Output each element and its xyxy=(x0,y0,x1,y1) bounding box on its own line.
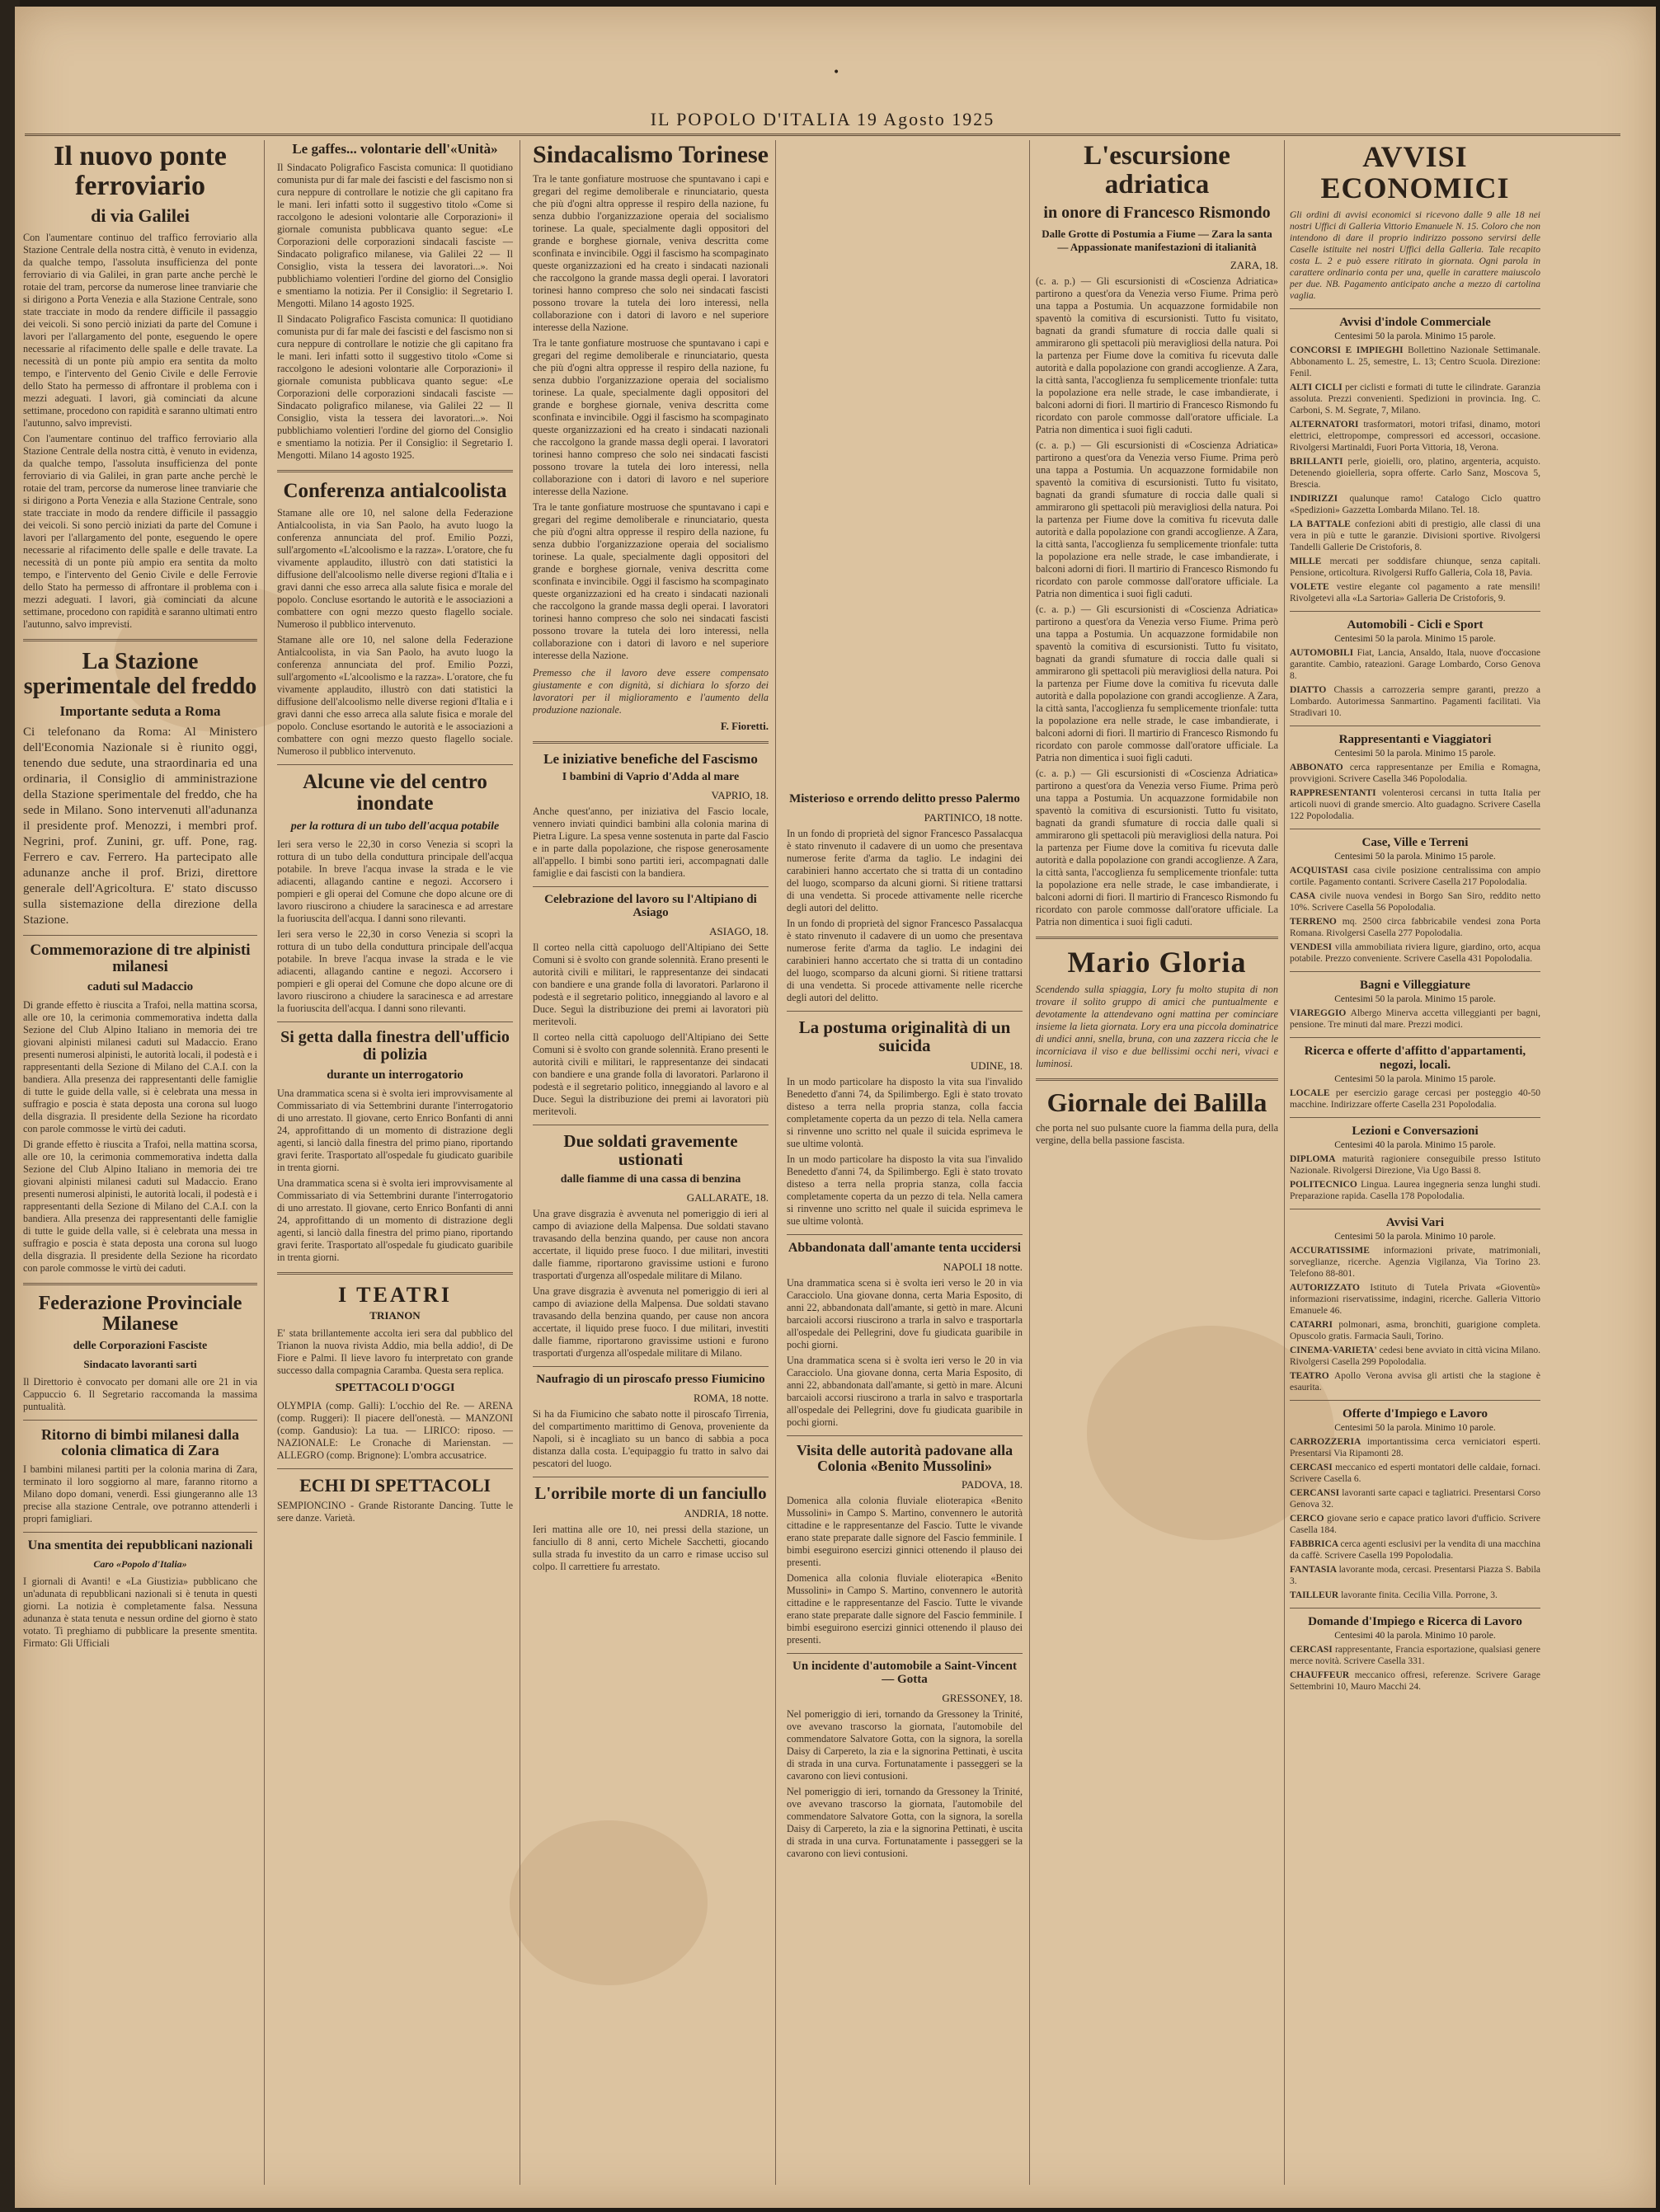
ads-category-title: Avvisi d'indole Commerciale xyxy=(1339,315,1491,329)
article-body: Una drammatica scena si è svolta ieri improvvisamente al Commissariato di via Settembrini durante l'interrogatorio di uno arrestato. Il giovane, certo Enrico Bonfanti di anni 24, approfittando di un momento di distrazione degli agenti, si lanciò dalla finestra del primo piano, riportando gravi ferite. Trasportato all'ospedale fu giudicato guaribile in trenta giorni. xyxy=(277,1087,513,1173)
classified-ad xyxy=(1290,1370,1540,1393)
dateline: ASIAGO, 18. xyxy=(709,924,769,937)
ad-keyword: VOLETE xyxy=(1290,581,1337,592)
ad-keyword: FABBRICA xyxy=(1290,1538,1341,1549)
ad-text: cerca rappresentanze per Emilia e Romagna, provvigioni. Scrivere Casella 346 Popolodalia. xyxy=(1290,762,1540,784)
classified-ad xyxy=(1290,1179,1540,1202)
ad-keyword: BRILLANTI xyxy=(1290,456,1348,467)
article-body: Si ha da Fiumicino che sabato notte il piroscafo Tirrenia, del compartimento marittimo di Genova, proveniente da Napoli, si è incagliato su un banco di sabbia a poca distanza dalla costa. L'equipaggio fu tratto in salvo dai pescatori del luogo. xyxy=(533,1407,769,1469)
column-5 xyxy=(1036,140,1278,2185)
ad-text: perle, gioielli, oro, platino, argenteria, acquisto. Detenendo gioielleria, sopra offerte. Carlo Sanz, Moscova 5, Brescia. xyxy=(1290,456,1540,490)
ad-text: Bollettino Nazionale Settimanale. Abbonamento L. 25, semestre, L. 13; Centro Scuola. Direzione: Fenil. xyxy=(1290,345,1540,378)
ad-keyword: TAILLEUR xyxy=(1290,1590,1342,1600)
classified-ad xyxy=(1290,1564,1540,1587)
article-body: SEMPIONCINO - Grande Ristorante Dancing. Tutte le sere danze. Varietà. xyxy=(277,1499,513,1524)
article-title: Visita delle autorità padovane alla Colonia «Benito Mussolini» xyxy=(796,1441,1013,1474)
dateline: UDINE, 18. xyxy=(970,1059,1023,1072)
ad-keyword: INDIRIZZI xyxy=(1290,493,1350,504)
article-subtitle: TRIANON xyxy=(369,1308,421,1322)
ads-category-price: Centesimi 40 la parola. Minimo 15 parole. xyxy=(1334,1139,1496,1150)
ad-text: rappresentante, Francia esportazione, qualsiasi genere merce novità. Scrivere Casella 331. xyxy=(1290,1644,1540,1666)
ad-text: meccanico offresi, referenze. Scrivere Garage Settembrini 10, Mauro Macchi 24. xyxy=(1290,1670,1540,1692)
dateline: ZARA, 18. xyxy=(1230,259,1278,272)
classified-ads-column xyxy=(1290,140,1540,2185)
column-divider xyxy=(1029,140,1030,2185)
classified-ad xyxy=(1290,787,1540,822)
ads-title: AVVISI ECONOMICI xyxy=(1320,140,1510,204)
column-2 xyxy=(277,140,513,2185)
ad-keyword: DIATTO xyxy=(1290,684,1334,695)
classified-ad xyxy=(1290,1007,1540,1031)
ad-text: civile nuova vendesi in Borgo San Siro, reddito netto 10%. Scrivere Casella 56 Popolodalia. xyxy=(1290,890,1540,913)
ad-keyword: MILLE xyxy=(1290,556,1330,566)
ads-category-title: Automobili - Cicli e Sport xyxy=(1347,618,1484,632)
article-subtitle: delle Corporazioni Fasciste xyxy=(73,1340,208,1353)
ad-keyword: AUTOMOBILI xyxy=(1290,647,1357,658)
ad-text: mercati per soddisfare chiunque, senza capitali. Pensione, orticoltura. Rivolgersi Ruffo Galleria, Cola 18, Pavia. xyxy=(1290,556,1540,578)
article-body: Con l'aumentare continuo del traffico ferroviario alla Stazione Centrale della nostra città, è venuto in evidenza, da qualche tempo, l'assoluta insufficienza del ponte ferroviario di via Galilei, in gran parte anche perchè le rotaie del tram, percorse da numerose linee tranviarie che si dirigono a Porta Venezia e alla Stazione Centrale, sono state tracciate in modo da rendere difficile il passaggio dei veicoli. Si sono perciò iniziati da parte del Comune i lavori per l'allargamento del ponte, eseguendo le opere necessarie al rifacimento delle spalle e delle travate. La necessità di un ponte più ampio era sentita da molto tempo, e l'intervento del Genio Civile e delle Ferrovie dello Stato ha permesso di affrontare il problema con i mezzi adeguati. I lavori, già cominciati da alcune settimane, procedono con rapidità e saranno ultimati entro l'autunno, salvo imprevisti. xyxy=(23,232,257,430)
ads-category-title: Bagni e Villeggiature xyxy=(1360,978,1470,992)
classified-ad xyxy=(1290,556,1540,579)
article-title: Si getta dalla finestra dell'ufficio di polizia xyxy=(280,1027,510,1064)
article-title: La Stazione sperimentale del freddo xyxy=(23,649,257,699)
article-body: Il Direttorio è convocato per domani alle ore 21 in via Cappuccio 6. Il Segretario raccomanda la massima puntualità. xyxy=(23,1376,257,1413)
article-body: Ieri sera verso le 22,30 in corso Venezia si scoprì la rottura di un tubo della conduttura principale dell'acqua potabile. In breve l'acqua invase la strada e le vie adiacenti, allagando cantine e negozi. Accorsero i pompieri e gli operai del Comune che dopo alcune ore di lavoro riuscirono a chiudere la saracinesca e ad arrestare la fuoriuscita dell'acqua. I danni sono rilevanti. xyxy=(277,838,513,924)
ad-text: per esercizio garage cercasi per posteggio 40-50 macchine. Indirizzare offerte Casella 231 Popolodalia. xyxy=(1290,1087,1540,1110)
article-body: Stamane alle ore 10, nel salone della Federazione Antialcoolista, in via San Paolo, ha avuto luogo la conferenza annunciata del prof. Emilio Pozzi, sull'argomento «L'alcoolismo e la razza». L'oratore, che fu vivamente applaudito, illustrò con dati statistici la diffusione dell'alcoolismo nelle diverse regioni d'Italia e i gravi danni che esso arreca alla salute fisica e morale del popolo. Concluse esortando le autorità e le associazioni a combattere con ogni mezzo questo flagello sociale. Numeroso il pubblico intervenuto. xyxy=(277,507,513,631)
article-quote: Premesso che il lavoro deve essere compensato giustamente e con dignità, si dichiara lo sforzo dei lavoratori per il miglioramento e l'aumento della produzione nazionale. xyxy=(533,666,769,716)
article-body: In un modo particolare ha disposto la vita sua l'invalido Benedetto d'anni 74, da Spilimbergo. Egli è stato trovato disteso a terra nella propria stanza, colla faccia completamente coperta da un pezzo di tela. Nella camera si rinvenne uno scritto nel quale il suicida esprimeva le sue ultime volontà. xyxy=(787,1153,1023,1227)
ad-keyword: CASA xyxy=(1290,890,1320,901)
ad-text: mq. 2500 circa fabbricabile vendesi zona Porta Romana. Rivolgersi Casella 277 Popolodalia. xyxy=(1290,916,1540,938)
ad-text: lavoranti sarte capaci e tagliatrici. Presentarsi Corso Genova 32. xyxy=(1290,1487,1540,1510)
article-body: Una drammatica scena si è svolta ieri improvvisamente al Commissariato di via Settembrini durante l'interrogatorio di uno arrestato. Il giovane, certo Enrico Bonfanti di anni 24, approfittando di un momento di distrazione degli agenti, si lanciò dalla finestra del primo piano, riportando gravi ferite. Trasportato all'ospedale fu giudicato guaribile in trenta giorni. xyxy=(277,1176,513,1263)
article-body: Il corteo nella città capoluogo dell'Altipiano dei Sette Comuni si è svolto con grande solennità. Erano presenti le autorità civili e militari, le rappresentanze dei sindacati con bandiere e una grande folla di lavoratori. Parlarono il podestà e il segretario politico, inneggiando al lavoro e al Duce. Seguì la distribuzione dei premi ai lavoratori più meritevoli. xyxy=(533,941,769,1027)
ad-text: Albergo Minerva accetta villeggianti per bagni, pensione. Tre minuti dal mare. Prezzi modici. xyxy=(1290,1007,1540,1030)
ad-keyword: POLITECNICO xyxy=(1290,1179,1361,1190)
ad-keyword: TEATRO xyxy=(1290,1370,1334,1381)
ads-category-price: Centesimi 50 la parola. Minimo 10 parole. xyxy=(1334,1231,1496,1242)
article-body: Una grave disgrazia è avvenuta nel pomeriggio di ieri al campo di aviazione della Malpensa. Due soldati stavano travasando della benzina quando, per cause non ancora accertate, il liquido prese fuoco. I due militari, investiti dalle fiamme, riportarono gravissime ustioni e furono trasportati d'urgenza all'ospedale militare di Milano. xyxy=(533,1284,769,1359)
article-body: Una drammatica scena si è svolta ieri verso le 20 in via Caracciolo. Una giovane donna, certa Maria Esposito, di anni 22, abbandonata dall'amante, si gettò in mare. Alcuni barcaioli accorsi riuscirono a trarla in salvo e trasportarla all'ospedale dei Pellegrini, dove fu giudicata guaribile in pochi giorni. xyxy=(787,1276,1023,1350)
article-title: Un incidente d'automobile a Saint-Vincent — Gotta xyxy=(792,1660,1017,1687)
article-body: Tra le tante gonfiature mostruose che spuntavano i capi e gregari del regime demoliberale e rinunciatario, questa che più d'ogni altra oppresse il respiro della nazione, fu senza dubbio l'organizzazione operaia del socialismo torinese. La quale, specialmente dagli oppositori del grande e borghese giornale, veniva descritta come sconfinata e invincibile. Oggi il fascismo ha scompaginato queste organizzazioni ed ha creato i sindacati nazionali che raccolgono la grande massa degli operai. I lavoratori torinesi hanno compreso che solo nei sindacati fascisti possono trovare la tutela dei loro interessi, nella collaborazione con i datori di lavoro e nel superiore interesse della Nazione. xyxy=(533,172,769,333)
classified-ad xyxy=(1290,1670,1540,1693)
ad-text: lavorante moda, cercasi. Presentarsi Piazza S. Babila 3. xyxy=(1290,1564,1540,1586)
ads-category-price: Centesimi 40 la parola. Minimo 10 parole. xyxy=(1334,1630,1496,1641)
ads-category-price: Centesimi 50 la parola. Minimo 15 parole. xyxy=(1334,748,1496,758)
classified-ad xyxy=(1290,762,1540,785)
ad-text: confezioni abiti di prestigio, alle classi di una vera in più e tutte le garanzie. Divisioni sportive. Rivolgersi Tandelli Gallerie De Cristoforis, 8. xyxy=(1290,519,1540,552)
ad-text: meccanico ed esperti montatori delle caldaie, fornaci. Scrivere Casella 6. xyxy=(1290,1462,1540,1484)
classified-ad xyxy=(1290,1590,1540,1601)
ad-keyword: CINEMA-VARIETA' xyxy=(1290,1345,1380,1355)
article-title: Le iniziative benefiche del Fascismo xyxy=(543,750,758,767)
classified-ad xyxy=(1290,1462,1540,1485)
dateline: VAPRIO, 18. xyxy=(711,789,769,802)
ad-keyword: ALTI CICLI xyxy=(1290,382,1346,392)
classified-ad xyxy=(1290,581,1540,604)
ad-text: casa civile posizione centralissima con ampio cortile. Pagamento contanti. Scrivere Casella 217 Popolodalia. xyxy=(1290,865,1540,887)
ad-text: villa ammobiliata riviera ligure, giardino, orto, acqua potabile. Prezzo conveniente. Scrivere Casella 431 Popolodalia. xyxy=(1290,942,1540,964)
article-subtitle: I bambini di Vaprio d'Adda al mare xyxy=(562,771,740,784)
article-body: Ieri mattina alle ore 10, nei pressi della stazione, un fanciullo di 8 anni, certo Michele Sacchetti, giocando sulla strada fu investito da un carro e rimase ucciso sul colpo. Il carrettiere fu arrestato. xyxy=(533,1523,769,1572)
article-body: Una grave disgrazia è avvenuta nel pomeriggio di ieri al campo di aviazione della Malpensa. Due soldati stavano travasando della benzina quando, per cause non ancora accertate, il liquido prese fuoco. I due militari, investiti dalle fiamme, riportarono gravissime ustioni e furono trasportati d'urgenza all'ospedale militare di Milano. xyxy=(533,1207,769,1281)
classified-ad xyxy=(1290,1513,1540,1536)
ads-category-price: Centesimi 50 la parola. Minimo 15 parole. xyxy=(1334,993,1496,1004)
ads-category-price: Centesimi 50 la parola. Minimo 15 parole. xyxy=(1334,331,1496,341)
article-subtitle: dalle fiamme di una cassa di benzina xyxy=(560,1172,741,1186)
article-subtitle: Caro «Popolo d'Italia» xyxy=(93,1557,187,1570)
article-body: Stamane alle ore 10, nel salone della Federazione Antialcoolista, in via San Paolo, ha avuto luogo la conferenza annunciata del prof. Emilio Pozzi, sull'argomento «L'alcoolismo e la razza». L'oratore, che fu vivamente applaudito, illustrò con dati statistici la diffusione dell'alcoolismo nelle diverse regioni d'Italia e i gravi danni che esso arreca alla salute fisica e morale del popolo. Concluse esortando le autorità e le associazioni a combattere con ogni mezzo questo flagello sociale. Numeroso il pubblico intervenuto. xyxy=(277,634,513,758)
column-1 xyxy=(23,140,257,2185)
article-body: Ieri sera verso le 22,30 in corso Venezia si scoprì la rottura di un tubo della conduttura principale dell'acqua potabile. In breve l'acqua invase la strada e le vie adiacenti, allagando cantine e negozi. Accorsero i pompieri e gli operai del Comune che dopo alcune ore di lavoro riuscirono a chiudere la saracinesca e ad arrestare la fuoriuscita dell'acqua. I danni sono rilevanti. xyxy=(277,928,513,1014)
article-subtitle: Importante seduta a Roma xyxy=(59,703,221,720)
article-title: Alcune vie del centro inondate xyxy=(303,771,487,815)
article-title: Due soldati gravemente ustionati xyxy=(563,1130,738,1169)
ad-text: Fiat, Lancia, Ansaldo, Itala, nuove d'occasione garantite. Cambio, rateazioni. Garage Lombardo, Corso Genova 8. xyxy=(1290,647,1540,681)
article-body: Di grande effetto è riuscita a Trafoi, nella mattina scorsa, alle ore 10, la cerimonia commemorativa indetta dalla Sezione del Club Alpino Italiano in memoria dei tre giovani alpinisti milanesi caduti sul Madaccio. Erano presenti numerosi alpinisti, le autorità locali, il podestà e i rappresentanti della Sezione di Milano del C.A.I. con la bandiera. Alla presenza dei rappresentanti delle famiglie di tutte le guide della valle, si è celebrata una messa in suffragio e poscia è stata deposta una corona sul luogo della disgrazia. Il presidente della Sezione ha ricordato con parole commosse le virtù dei caduti. xyxy=(23,1139,257,1275)
article-subtitle: Dalle Grotte di Postumia a Fiume — Zara la santa — Appassionate manifestazioni di italianità xyxy=(1042,228,1272,254)
article-body: Ci telefonano da Roma: Al Ministero dell'Economia Nazionale si è riunito oggi, tenendo due sedute, una straordinaria ed una ordinaria, il Consiglio di amministrazione della Stazione sperimentale del freddo, che ha sede in Milano. Sono intervenuti all'adunanza il presidente prof. Menozzi, i membri prof. Negrini, prof. Zunini, gr. uff. Pone, rag. Ferrero e cav. Ferrero. Ha partecipato alle adunanze anche il prof. Brizi, direttore generale dell'Agricoltura. E' stato discusso sulla sistemazione della direzione della Stazione. xyxy=(23,726,257,928)
ad-keyword: CERCO xyxy=(1290,1513,1328,1524)
article-body: (c. a. p.) — Gli escursionisti di «Coscienza Adriatica» partirono a quest'ora da Venezia verso Fiume. Prima però una tappa a Postumia. Un acquazzone formidabile non spaventò la comitiva di escursionisti. Tutto fu visitato, bagnati da grandi sfumature di roccia dalle quali si ammirarono gli spettacoli più meravigliosi della natura. Poi la partenza per Fiume dove la comitiva fu ricevuta dalle autorità e dalla popolazione con grandi accoglienze. A Zara, la città santa, l'accoglienza fu semplicemente trionfale: tutta la popolazione era nelle strade, le case imbandierate, i balconi adorni di fiori. Il martirio di Francesco Rismondo fu ricordato con parole commosse dall'oratore ufficiale. La Patria non dimentica i suoi figli caduti. xyxy=(1036,768,1278,928)
classified-ad xyxy=(1290,865,1540,888)
dateline: NAPOLI 18 notte. xyxy=(943,1260,1023,1273)
ad-text: Apollo Verona avvisa gli artisti che la stagione è esaurita. xyxy=(1290,1370,1540,1392)
dateline: PARTINICO, 18 notte. xyxy=(924,810,1023,824)
ad-text: polmonari, asma, bronchiti, guarigione completa. Opuscolo gratis. Farmacia Sauli, Torino. xyxy=(1290,1319,1540,1341)
ads-category-title: Ricerca e offerte d'affitto d'appartamenti, negozi, locali. xyxy=(1304,1044,1526,1072)
classified-ad xyxy=(1290,1644,1540,1667)
article-subtitle: durante un interrogatorio xyxy=(327,1068,463,1082)
article-title: Celebrazione del lavoro su l'Altipiano di Asiago xyxy=(544,893,757,920)
article-title: L'escursione adriatica xyxy=(1084,141,1230,200)
article-body: I bambini milanesi partiti per la colonia marina di Zara, terminato il loro soggiorno al mare, faranno ritorno a Milano dopo domani, venerdì. Essi giungeranno alle 13 precise alla stazione Centrale, ove potranno attenderli i propri famigliari. xyxy=(23,1463,257,1525)
article-subtitle: caduti sul Madaccio xyxy=(87,980,194,994)
article-title: Abbandonata dall'amante tenta uccidersi xyxy=(788,1240,1022,1255)
ad-keyword: TERRENO xyxy=(1290,916,1343,927)
ad-keyword: CHAUFFEUR xyxy=(1290,1670,1355,1680)
ads-category-price: Centesimi 50 la parola. Minimo 10 parole. xyxy=(1334,1422,1496,1433)
ads-category-title: Case, Ville e Terreni xyxy=(1361,835,1469,849)
classified-ad xyxy=(1290,1436,1540,1459)
page-mark: • xyxy=(833,66,840,79)
ad-keyword: FANTASIA xyxy=(1290,1564,1339,1575)
article-subtitle: in onore di Francesco Rismondo xyxy=(1043,204,1271,223)
section-title: Giornale dei Balilla xyxy=(1046,1087,1267,1118)
classified-ad xyxy=(1290,1345,1540,1368)
article-body: Una drammatica scena si è svolta ieri verso le 20 in via Caracciolo. Una giovane donna, certa Maria Esposito, di anni 22, abbandonata dall'amante, si gettò in mare. Alcuni barcaioli accorsi riuscirono a trarla in salvo e trasportarla all'ospedale dei Pellegrini, dove fu giudicata guaribile in pochi giorni. xyxy=(787,1354,1023,1428)
ads-intro: Gli ordini di avvisi economici si ricevono dalle 9 alle 18 nei nostri Uffici di Galleria Vittorio Emanuele N. 15. Coloro che non intendono di dare il proprio indirizzo possono servirsi delle Caselle istituite nei nostri Uffici della Galleria. Tale recapito costa L. 2 e può essere ritirato in giornata. Ogni parola in carattere ordinario conta per una, quelle in carattere maiuscolo per due. NB. Pagamento anticipato anche a mezzo di cartolina vaglia. xyxy=(1290,209,1540,301)
ad-text: maturità ragioniere conseguibile presso Istituto Nazionale. Rivolgersi Direzione, Via Ugo Bassi 8. xyxy=(1290,1153,1540,1176)
article-title: La postuma originalità di un suicida xyxy=(798,1017,1011,1055)
article-title: Una smentita dei repubblicani nazionali xyxy=(27,1538,253,1553)
ad-text: Istituto di Tutela Privata «Gioventù» informazioni riservatissime, indagini, ricerche. Galleria Vittorio Emanuele 46. xyxy=(1290,1282,1540,1316)
article-title: Le gaffes... volontarie dell'«Unità» xyxy=(292,141,498,157)
section-title-teatri: I TEATRI xyxy=(338,1282,452,1307)
column-divider xyxy=(264,140,265,2185)
ad-text: giovane serio e capace pratico lavori d'ufficio. Scrivere Casella 184. xyxy=(1290,1513,1540,1535)
ad-text: lavorante finita. Cecilia Villa. Porrone, 3. xyxy=(1341,1590,1498,1600)
ads-category-title: Offerte d'Impiego e Lavoro xyxy=(1343,1407,1488,1421)
ad-keyword: ALTERNATORI xyxy=(1290,419,1364,430)
ad-text: vestire elegante col pagamento a rate mensili! Rivolgetevi alla «La Sartoria» Galleria De Cristoforis, 9. xyxy=(1290,581,1540,603)
article-subtitle: Sindacato lavoranti sarti xyxy=(83,1358,197,1371)
ads-category-price: Centesimi 50 la parola. Minimo 15 parole. xyxy=(1334,633,1496,644)
article-subtitle: di via Galilei xyxy=(91,205,190,227)
article-body: E' stata brillantemente accolta ieri sera dal pubblico del Trianon la nuova rivista Addio, mia bella addio!, di De Fiore e Palmi. Il lieve lavoro fu interpretato con grande successo dalla compagnia Caramba. Questa sera replica. xyxy=(277,1327,513,1376)
ad-keyword: VENDESI xyxy=(1290,942,1335,952)
article-body: OLYMPIA (comp. Galli): L'occhio del Re. — ARENA (comp. Ruggeri): Il piacere dell'onestà. — MANZONI (comp. Gandusio): La tua. — LIRICO: riposo. — NAZIONALE: Le Cronache di Marienstan. — ALLEGRO (comp. Brignone): L'ombra accusatrice. xyxy=(277,1399,513,1461)
classified-ad xyxy=(1290,1487,1540,1510)
article-title: Misterioso e orrendo delitto presso Palermo xyxy=(789,792,1020,805)
dateline: GALLARATE, 18. xyxy=(686,1191,769,1204)
article-body: (c. a. p.) — Gli escursionisti di «Coscienza Adriatica» partirono a quest'ora da Venezia verso Fiume. Prima però una tappa a Postumia. Un acquazzone formidabile non spaventò la comitiva di escursionisti. Tutto fu visitato, bagnati da grandi sfumature di roccia dalle quali si ammirarono gli spettacoli più meravigliosi della natura. Poi la partenza per Fiume dove la comitiva fu ricevuta dalle autorità e dalla popolazione con grandi accoglienze. A Zara, la città santa, l'accoglienza fu semplicemente trionfale: tutta la popolazione era nelle strade, le case imbandierate, i balconi adorni di fiori. Il martirio di Francesco Rismondo fu ricordato con parole commosse dall'oratore ufficiale. La Patria non dimentica i suoi figli caduti. xyxy=(1036,439,1278,600)
article-body: Il Sindacato Poligrafico Fascista comunica: Il quotidiano comunista pur di far male dei fascisti e del fascismo non si cura neppure di controllare le notizie che gli capitano fra le mani. Ieri infatti sotto il suggestivo titolo «Come si raccolgono le adesioni volontarie alle Corporazioni» il giornale comunista pubblicava quanto segue: «Le Corporazioni delle corporazioni sindacali fasciste — Sindacato poligrafico milanese, via Galilei 22 — Il Consiglio, vista la tessera dei lavoratori...». Noi pubblichiamo volentieri l'ordine del giorno del Consiglio e smentiamo la notizia. Per il Consiglio: il Segretario I. Mengotti. Milano 14 agosto 1925. xyxy=(277,312,513,461)
classified-ad xyxy=(1290,1319,1540,1342)
ads-category-title: Rappresentanti e Viaggiatori xyxy=(1338,732,1492,746)
article-body: In un fondo di proprietà del signor Francesco Passalacqua è stato rinvenuto il cadavere di un uomo che presentava numerose ferite d'arma da taglio. Le indagini dei carabinieri hanno accertato che si tratta di un contadino del luogo, scomparso da alcuni giorni. Si ritiene trattarsi di una vendetta. Si procede attivamente nelle ricerche degli autori del delitto. xyxy=(787,827,1023,913)
article-body: In un fondo di proprietà del signor Francesco Passalacqua è stato rinvenuto il cadavere di un uomo che presentava numerose ferite d'arma da taglio. Le indagini dei carabinieri hanno accertato che si tratta di un contadino del luogo, scomparso da alcuni giorni. Si ritiene trattarsi di una vendetta. Si procede attivamente nelle ricerche degli autori del delitto. xyxy=(787,917,1023,1003)
dateline: PADOVA, 18. xyxy=(961,1478,1023,1491)
ad-keyword: VIAREGGIO xyxy=(1290,1007,1351,1018)
article-body: Con l'aumentare continuo del traffico ferroviario alla Stazione Centrale della nostra città, è venuto in evidenza, da qualche tempo, l'assoluta insufficienza del ponte ferroviario di via Galilei, in gran parte anche perchè le rotaie del tram, percorse da numerose linee tranviarie che si dirigono a Porta Venezia e alla Stazione Centrale, sono state tracciate in modo da rendere difficile il passaggio dei veicoli. Si sono perciò iniziati da parte del Comune i lavori per l'allargamento del ponte, eseguendo le opere necessarie al rifacimento delle spalle e delle travate. La necessità di un ponte più ampio era sentita da molto tempo, e l'intervento del Genio Civile e delle Ferrovie dello Stato ha permesso di affrontare il problema con i mezzi adeguati. I lavori, già cominciati da alcune settimane, procedono con rapidità e saranno ultimati entro l'autunno, salvo imprevisti. xyxy=(23,433,257,631)
article-body: Nel pomeriggio di ieri, tornando da Gressoney la Trinité, ove avevano trascorso la giornata, l'automobile del commendatore Salvatore Gotta, con la signora, la sorella Daisy di Carpereto, la zia e la signorina Pettinati, è uscita di strada in una curva. Fortunatamente i passeggeri se la cavarono con lievi contusioni. xyxy=(787,1707,1023,1782)
ads-category-title: Lezioni e Conversazioni xyxy=(1352,1124,1479,1138)
article-body: Domenica alla colonia fluviale elioterapica «Benito Mussolini» in Campo S. Martino, convennero le autorità cittadine e le rappresentanze del Fascio. Tutte le vivande erano state preparate dalle signore del Fascio femminile. I bimbi eseguirono esercizi ginnici ottenendo il plauso dei presenti. xyxy=(787,1495,1023,1569)
article-body: (c. a. p.) — Gli escursionisti di «Coscienza Adriatica» partirono a quest'ora da Venezia verso Fiume. Prima però una tappa a Postumia. Un acquazzone formidabile non spaventò la comitiva di escursionisti. Tutto fu visitato, bagnati da grandi sfumature di roccia dalle quali si ammirarono gli spettacoli più meravigliosi della natura. Poi la partenza per Fiume dove la comitiva fu ricevuta dalle autorità e dalla popolazione con grandi accoglienze. A Zara, la città santa, l'accoglienza fu semplicemente trionfale: tutta la popolazione era nelle strade, le case imbandierate, i balconi adorni di fiori. Il martirio di Francesco Rismondo fu ricordato con parole commosse dall'oratore ufficiale. La Patria non dimentica i suoi figli caduti. xyxy=(1036,275,1278,436)
ad-keyword: CONCORSI E IMPIEGHI xyxy=(1290,345,1408,355)
ad-text: Lingua. Laurea ingegneria senza lunghi studi. Preparazione rapida. Casella 178 Popolodalia. xyxy=(1290,1179,1540,1201)
ads-category-title: Domande d'Impiego e Ricerca di Lavoro xyxy=(1308,1614,1522,1628)
column-3 xyxy=(533,140,769,2185)
ad-keyword: CARROZZERIA xyxy=(1290,1436,1367,1447)
classified-ad xyxy=(1290,519,1540,553)
column-4 xyxy=(787,791,1023,2185)
article-body: che porta nel suo pulsante cuore la fiamma della pura, della vergine, della bella passione fascista. xyxy=(1036,1121,1278,1146)
article-body: Scendendo sulla spiaggia, Lory fu molto stupita di non trovare il solito gruppo di amici che puntualmente e devotamente la attendevano ogni mattina per cominciare insieme la lieta giornata. Lory era una piccola dominatrice di undici anni, snella, bruna, con una zazzera riccia che le incorniciava il viso e due bellissimi occhi neri, vivaci e luminosi. xyxy=(1036,984,1278,1070)
ad-text: importantissima cerca verniciatori esperti. Presentarsi Via Ripamonti 28. xyxy=(1290,1436,1540,1458)
article-body: Il Sindacato Poligrafico Fascista comunica: Il quotidiano comunista pur di far male dei fascisti e del fascismo non si cura neppure di controllare le notizie che gli capitano fra le mani. Ieri infatti sotto il suggestivo titolo «Come si raccolgono le adesioni volontarie alle Corporazioni» il giornale comunista pubblicava quanto segue: «Le Corporazioni delle corporazioni sindacali fasciste — Sindacato poligrafico milanese, via Galilei 22 — Il Consiglio, vista la tessera dei lavoratori...». Noi pubblichiamo volentieri l'ordine del giorno del Consiglio e smentiamo la notizia. Per il Consiglio: il Segretario I. Mengotti. Milano 14 agosto 1925. xyxy=(277,161,513,309)
classified-ad xyxy=(1290,1245,1540,1280)
ads-list xyxy=(1290,308,1540,1693)
article-title: ECHI DI SPETTACOLI xyxy=(299,1474,491,1496)
article-body: Nel pomeriggio di ieri, tornando da Gressoney la Trinité, ove avevano trascorso la giornata, l'automobile del commendatore Salvatore Gotta, con la signora, la sorella Daisy di Carpereto, la zia e la signorina Pettinati, è uscita di strada in una curva. Fortunatamente i passeggeri se la cavarono con lievi contusioni. xyxy=(787,1785,1023,1859)
article-body: Domenica alla colonia fluviale elioterapica «Benito Mussolini» in Campo S. Martino, convennero le autorità cittadine e le rappresentanze del Fascio. Tutte le vivande erano state preparate dalle signore del Fascio femminile. I bimbi eseguirono esercizi ginnici ottenendo il plauso dei presenti. xyxy=(787,1572,1023,1646)
ad-text: informazioni private, matrimoniali, sorveglianze, ricerche. Agenzia Vigilanza, Via Torino 23. Telefono 88-801. xyxy=(1290,1245,1540,1279)
classified-ad xyxy=(1290,382,1540,416)
classified-ad xyxy=(1290,1087,1540,1111)
masthead-header: IL POPOLO D'ITALIA 19 Agosto 1925 xyxy=(25,106,1620,136)
article-title: Conferenza antialcoolista xyxy=(283,479,507,502)
ads-category-price: Centesimi 50 la parola. Minimo 15 parole. xyxy=(1334,1073,1496,1084)
classified-ad xyxy=(1290,1538,1540,1562)
classified-ad xyxy=(1290,419,1540,453)
classified-ad xyxy=(1290,493,1540,516)
classified-ad xyxy=(1290,684,1540,719)
article-title: Federazione Provinciale Milanese xyxy=(38,1293,242,1336)
classified-ad xyxy=(1290,916,1540,939)
article-body: (c. a. p.) — Gli escursionisti di «Coscienza Adriatica» partirono a quest'ora da Venezia verso Fiume. Prima però una tappa a Postumia. Un acquazzone formidabile non spaventò la comitiva di escursionisti. Tutto fu visitato, bagnati da grandi sfumature di roccia dalle quali si ammirarono gli spettacoli più meravigliosi della natura. Poi la partenza per Fiume dove la comitiva fu ricevuta dalle autorità e dalla popolazione con grandi accoglienze. A Zara, la città santa, l'accoglienza fu semplicemente trionfale: tutta la popolazione era nelle strade, le case imbandierate, i balconi adorni di fiori. Il martirio di Francesco Rismondo fu ricordato con parole commosse dall'oratore ufficiale. La Patria non dimentica i suoi figli caduti. xyxy=(1036,603,1278,764)
ad-keyword: ABBONATO xyxy=(1290,762,1350,773)
ad-text: volenterosi cercansi in tutta Italia per articoli nuovi di grande smercio. Alto guadagno. Scrivere Casella 122 Popolodalia. xyxy=(1290,787,1540,821)
ad-keyword: DIPLOMA xyxy=(1290,1153,1343,1164)
article-subtitle: per la rottura di un tubo dell'acqua potabile xyxy=(290,820,500,833)
dateline: ANDRIA, 18 notte. xyxy=(684,1506,769,1519)
column-divider xyxy=(1284,140,1285,2185)
article-title: Il nuovo ponte ferroviario xyxy=(54,141,227,201)
ads-category-price: Centesimi 50 la parola. Minimo 15 parole. xyxy=(1334,851,1496,862)
classified-ad xyxy=(1290,942,1540,965)
ads-category-title: Avvisi Vari xyxy=(1385,1215,1445,1229)
ad-text: qualunque ramo! Catalogo Ciclo quattro «Spedizioni» Gazzetta Lombarda Milano. Tel. 18. xyxy=(1290,493,1540,515)
ad-keyword: CERCASI xyxy=(1290,1462,1336,1472)
ad-keyword: CATARRI xyxy=(1290,1319,1339,1330)
article-title: Naufragio di un piroscafo presso Fiumicino xyxy=(536,1372,765,1386)
classified-ad xyxy=(1290,1153,1540,1176)
ad-keyword: LOCALE xyxy=(1290,1087,1336,1098)
article-body: In un modo particolare ha disposto la vita sua l'invalido Benedetto d'anni 74, da Spilimbergo. Egli è stato trovato disteso a terra nella propria stanza, colla faccia completamente coperta da un pezzo di tela. Nella camera si rinvenne uno scritto nel quale il suicida esprimeva le sue ultime volontà. xyxy=(787,1075,1023,1149)
classified-ad xyxy=(1290,456,1540,491)
article-body: Il corteo nella città capoluogo dell'Altipiano dei Sette Comuni si è svolto con grande solennità. Erano presenti le autorità civili e militari, le rappresentanze dei sindacati con bandiere e una grande folla di lavoratori. Parlarono il podestà e il segretario politico, inneggiando al lavoro e al Duce. Seguì la distribuzione dei premi ai lavoratori più meritevoli. xyxy=(533,1031,769,1117)
ad-text: cedesi bene avviato in città vicina Milano. Rivolgersi Casella 299 Popolodalia. xyxy=(1290,1345,1540,1367)
article-body: Anche quest'anno, per iniziativa del Fascio locale, vennero inviati quindici bambini alla colonia marina di Pietra Ligure. La spesa venne sostenuta in parte dal Fascio e in parte dalla popolazione, che rispose generosamente all'appello. I bimbi sono partiti ieri, accompagnati dalle famiglie e dai fascisti con la bandiera. xyxy=(533,805,769,880)
ad-keyword: ACQUISTASI xyxy=(1290,865,1354,876)
classified-ad xyxy=(1290,890,1540,913)
classified-ad xyxy=(1290,345,1540,379)
article-title: Commemorazione di tre alpinisti milanesi xyxy=(30,942,251,976)
ad-keyword: RAPPRESENTANTI xyxy=(1290,787,1382,798)
article-title: SPETTACOLI D'OGGI xyxy=(335,1381,455,1394)
article-body: I giornali di Avanti! e «La Giustizia» pubblicano che un'adunata di repubblicani nazionali si è tenuta in questi giorni. La notizia è completamente falsa. Nessuna adunanza è stata tenuta e nessun ordine del giorno è stato votato. Ti preghiamo di pubblicare la presente smentita. Firmato: Gli Ufficiali xyxy=(23,1575,257,1649)
column-divider xyxy=(775,140,776,2185)
article-signature: F. Fioretti. xyxy=(720,719,769,732)
article-body: Tra le tante gonfiature mostruose che spuntavano i capi e gregari del regime demoliberale e rinunciatario, questa che più d'ogni altra oppresse il respiro della nazione, fu senza dubbio l'organizzazione operaia del socialismo torinese. La quale, specialmente dagli oppositori del grande e borghese giornale, veniva descritta come sconfinata e invincibile. Oggi il fascismo ha scompaginato queste organizzazioni ed ha creato i sindacati nazionali che raccolgono la grande massa degli operai. I lavoratori torinesi hanno compreso che solo nei sindacati fascisti possono trovare la tutela dei loro interessi, nella collaborazione con i datori di lavoro e nel superiore interesse della Nazione. xyxy=(533,500,769,661)
ad-keyword: CERCASI xyxy=(1290,1644,1335,1655)
article-body: Tra le tante gonfiature mostruose che spuntavano i capi e gregari del regime demoliberale e rinunciatario, questa che più d'ogni altra oppresse il respiro della nazione, fu senza dubbio l'organizzazione operaia del socialismo torinese. La quale, specialmente dagli oppositori del grande e borghese giornale, veniva descritta come sconfinata e invincibile. Oggi il fascismo ha scompaginato queste organizzazioni ed ha creato i sindacati nazionali che raccolgono la grande massa degli operai. I lavoratori torinesi hanno compreso che solo nei sindacati fascisti possono trovare la tutela dei loro interessi, nella collaborazione con i datori di lavoro e nel superiore interesse della Nazione. xyxy=(533,336,769,497)
ad-text: Chassis a carrozzeria sempre garanti, prezzo a Lombardo. Autorimessa Sanmartino. Pagamenti facilitati. Via Stradivari 10. xyxy=(1290,684,1540,718)
classified-ad xyxy=(1290,647,1540,682)
dateline: ROMA, 18 notte. xyxy=(694,1391,769,1404)
article-body: Di grande effetto è riuscita a Trafoi, nella mattina scorsa, alle ore 10, la cerimonia commemorativa indetta dalla Sezione del Club Alpino Italiano in memoria dei tre giovani alpinisti milanesi caduti sul Madaccio. Erano presenti numerosi alpinisti, le autorità locali, il podestà e i rappresentanti della Sezione di Milano del C.A.I. con la bandiera. Alla presenza dei rappresentanti delle famiglie di tutte le guide della valle, si è celebrata una messa in suffragio e poscia è stata deposta una corona sul luogo della disgrazia. Il presidente della Sezione ha ricordato con parole commosse le virtù dei caduti. xyxy=(23,999,257,1135)
dateline: GRESSONEY, 18. xyxy=(942,1691,1023,1704)
article-title: L'orribile morte di un fanciullo xyxy=(534,1482,767,1503)
ad-text: trasformatori, motori trifasi, dinamo, motori elettrici, elettropompe, compressori ed accessori, occasione. Rivolgersi Martinaldi, Fuori Porta Vittoria, 18, Verona. xyxy=(1290,419,1540,453)
ad-text: per ciclisti e formati di tutte le cilindrate. Garanzia assoluta. Prezzi convenienti. Spedizioni in provincia. Ing. C. Carboni, S. M. Segrate, 7, Milano. xyxy=(1290,382,1540,416)
article-title: Sindacalismo Torinese xyxy=(533,141,769,168)
feature-title: Mario Gloria xyxy=(1067,946,1247,979)
article-title: Ritorno di bimbi milanesi dalla colonia climatica di Zara xyxy=(40,1426,240,1459)
ad-keyword: AUTORIZZATO xyxy=(1290,1282,1371,1293)
classified-ad xyxy=(1290,1282,1540,1317)
ad-keyword: ACCURATISSIME xyxy=(1290,1245,1384,1256)
ad-keyword: CERCANSI xyxy=(1290,1487,1343,1498)
ad-keyword: LA BATTALE xyxy=(1290,519,1355,529)
ad-text: cerca agenti esclusivi per la vendita di una macchina da caffè. Scrivere Casella 199 Popolodalia. xyxy=(1290,1538,1540,1561)
